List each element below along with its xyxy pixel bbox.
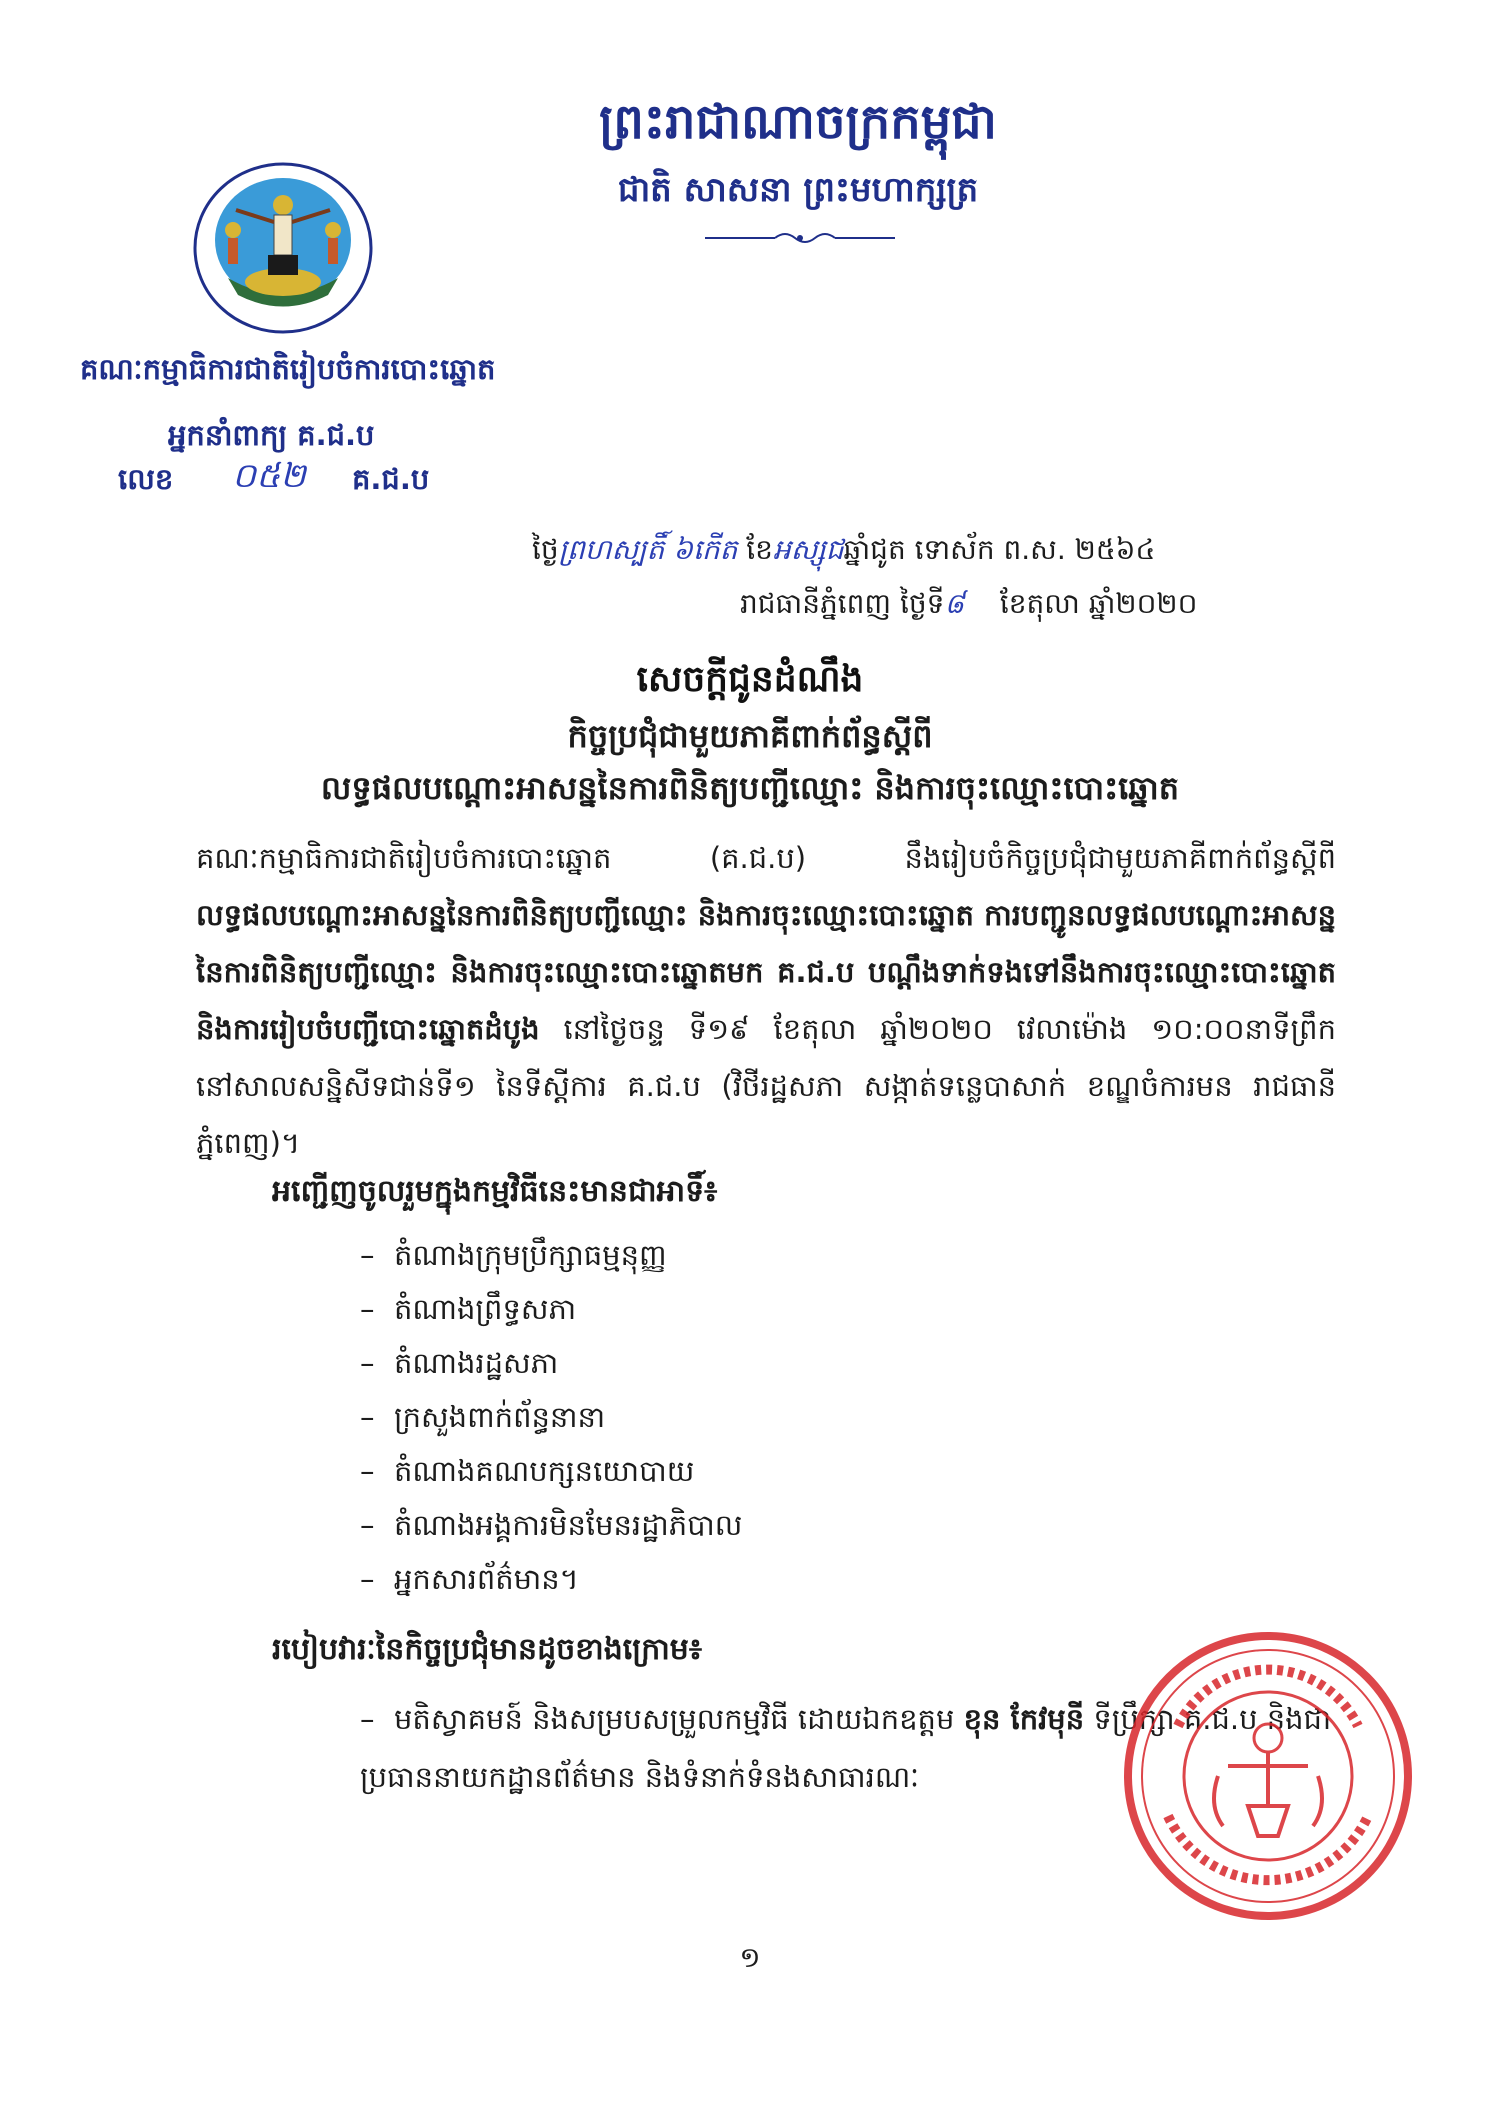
- list-marker: –: [360, 1454, 375, 1488]
- list-item: – អ្នកសារព័ត៌មាន។: [360, 1552, 1360, 1606]
- list-item: – តំណាងរដ្ឋសភា: [360, 1336, 1360, 1390]
- lunar-date: [532, 532, 1155, 573]
- spokesperson-label: អ្នកនាំពាក្យ គ.ជ.ប: [168, 418, 375, 452]
- list-marker: –: [360, 1238, 375, 1272]
- kingdom-title: ព្រះរាជាណាចក្រកម្ពុជា: [599, 94, 997, 150]
- official-seal-icon: [1118, 1626, 1418, 1926]
- list-marker: –: [360, 1508, 375, 1542]
- agenda-item-prefix: មតិស្វាគមន៍ និងសម្របសម្រួលកម្មវិធី ដោយឯកឧត្តម: [394, 1702, 964, 1736]
- gregorian-date: [740, 586, 1197, 627]
- notice-subheading-1: កិច្ចប្រជុំជាមួយភាគីពាក់ព័ន្ធស្តីពី: [567, 717, 933, 755]
- body-intro: គណៈកម្មាធិការជាតិរៀបចំការបោះឆ្នោត (គ.ជ.ប) នឹងរៀបចំកិច្ចប្រជុំជាមួយភាគីពាក់ព័ន្ធស្តីពី: [196, 841, 1336, 875]
- list-item: – ក្រសួងពាក់ព័ន្ធនានា: [360, 1390, 1360, 1444]
- lunar-rest: ឆ្នាំជូត ទោស័ក ព.ស. ២៥៦៤: [843, 533, 1156, 566]
- list-marker: –: [360, 1400, 375, 1434]
- list-marker: –: [360, 1292, 375, 1326]
- lunar-month-label: ខែ: [746, 533, 773, 566]
- list-item: – តំណាងព្រឹទ្ធសភា: [360, 1282, 1360, 1336]
- agenda-label: របៀបវារៈនៃកិច្ចប្រជុំមានដូចខាងក្រោម៖: [272, 1632, 703, 1667]
- list-marker: –: [360, 1346, 375, 1380]
- list-item: – តំណាងក្រុមប្រឹក្សាធម្មនុញ្ញ: [360, 1228, 1360, 1282]
- lunar-month: អស្សុជ: [772, 533, 844, 566]
- lunar-prefix: ថ្ងៃ: [532, 533, 559, 566]
- list-item: – តំណាងអង្គការមិនមែនរដ្ឋាភិបាល: [360, 1498, 1360, 1552]
- reference-number: ០៥២: [232, 456, 306, 496]
- greg-rest: ខែតុលា ឆ្នាំ២០២០: [999, 587, 1198, 620]
- notice-heading: សេចក្តីជូនដំណឹង: [636, 659, 864, 700]
- list-item: – តំណាងគណបក្សនយោបាយ: [360, 1444, 1360, 1498]
- body-paragraph: [196, 830, 1336, 1172]
- invitees-list: [360, 1228, 1360, 1606]
- invitees-label: អញ្ជើញចូលរួមក្នុងកម្មវិធីនេះមានជាអាទិ៍៖: [272, 1174, 718, 1209]
- page-number: ១: [739, 1941, 761, 1974]
- nec-emblem-logo-icon: [188, 160, 378, 335]
- committee-name: គណៈកម្មាធិការជាតិរៀបចំការបោះឆ្នោត: [80, 352, 496, 386]
- notice-subheading-2: លទ្ធផលបណ្តោះអាសន្ននៃការពិនិត្យបញ្ជីឈ្មោះ និងការចុះឈ្មោះបោះឆ្នោត: [320, 769, 1180, 807]
- agenda-person-name: ខុន កែវមុនី: [963, 1702, 1085, 1736]
- ornament-divider-icon: [705, 228, 895, 248]
- greg-prefix: រាជធានីភ្នំពេញ ថ្ងៃទី: [740, 587, 945, 620]
- list-marker: –: [360, 1702, 375, 1736]
- list-marker: –: [360, 1562, 375, 1596]
- body-bold-part: លទ្ធផលបណ្តោះអាសន្ននៃការពិនិត្យបញ្ជីឈ្មោះ និងការចុះឈ្មោះបោះឆ្នោត ការបញ្ជូនលទ្ធផលបណ្តោះអាសន្ននៃការពិនិត្យបញ្ជីឈ្មោះ និងការចុះឈ្មោះបោះឆ្នោតមក គ.ជ.ប បណ្តឹងទាក់ទងទៅនឹងការចុះឈ្មោះបោះឆ្នោត និងការរៀបចំបញ្ជីបោះឆ្នោតដំបូង: [196, 898, 1336, 1046]
- kingdom-motto: ជាតិ សាសនា ព្រះមហាក្សត្រ: [617, 170, 979, 210]
- body-rest: នៅថ្ងៃចន្ទ ទី១៩ ខែតុលា ឆ្នាំ២០២០ វេលាម៉ោង ១០:០០នាទីព្រឹក នៅសាលសន្និសីទជាន់ទី១ នៃទីស្តីការ គ.ជ.ប (វិថីរដ្ឋសភា សង្កាត់ទន្លេបាសាក់ ខណ្ឌចំការមន រាជធានីភ្នំពេញ)។: [196, 1012, 1336, 1160]
- greg-day: ៨: [944, 587, 965, 620]
- agenda-item-rest: ទីប្រឹក្សា គ.ជ.ប និងជាប្រធាននាយកដ្ឋានព័ត៌មាន និងទំនាក់ទំនងសាធារណៈ: [360, 1702, 1332, 1794]
- lunar-day: ព្រហស្បតិ៍ ៦កើត: [558, 533, 738, 566]
- reference-suffix: គ.ជ.ប: [352, 462, 430, 496]
- reference-label: លេខ: [118, 462, 174, 496]
